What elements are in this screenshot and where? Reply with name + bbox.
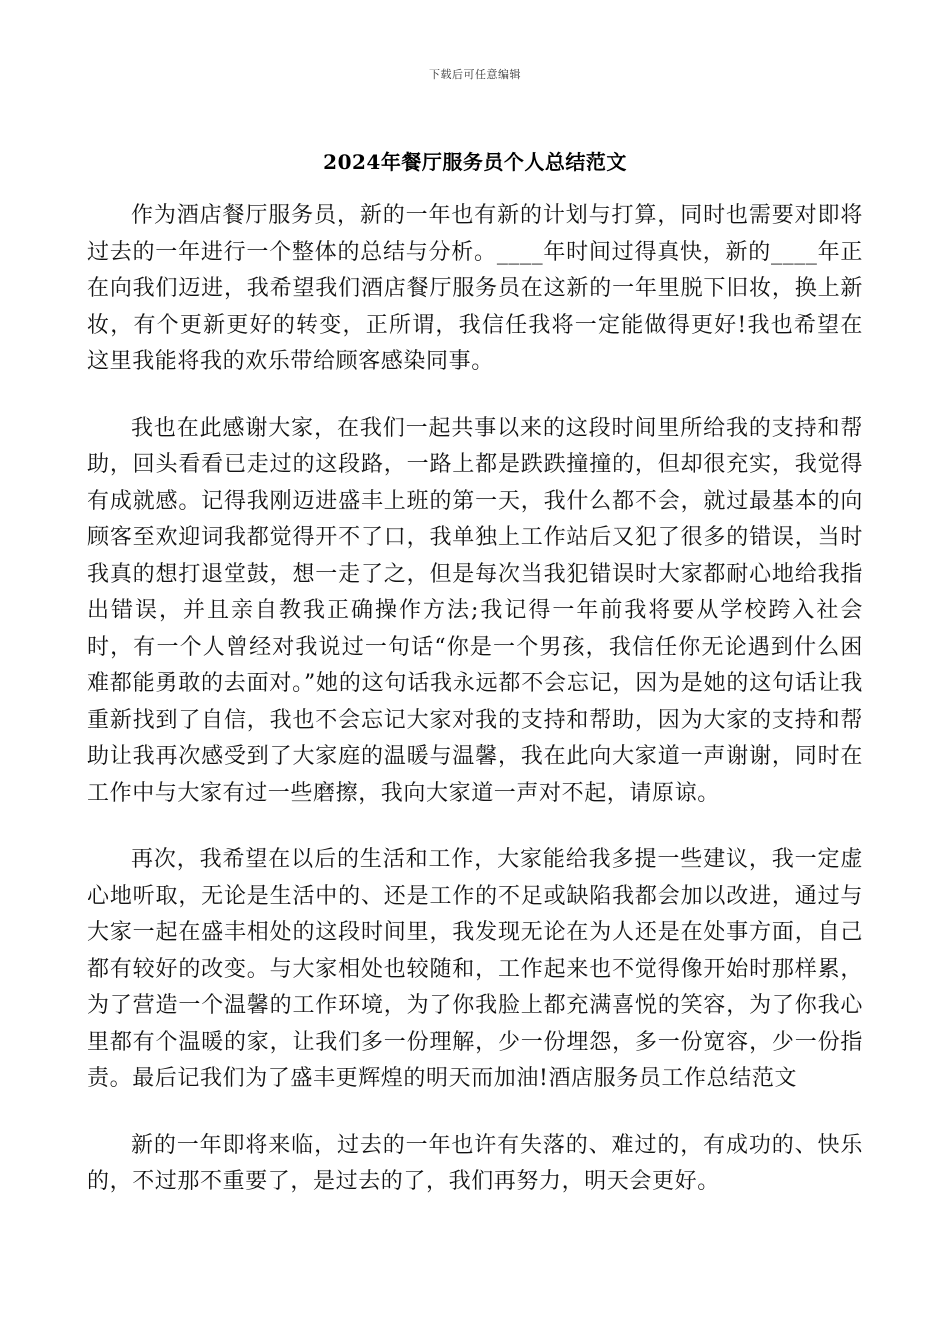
paragraph-intro: 作为酒店餐厅服务员，新的一年也有新的计划与打算，同时也需要对即将过去的一年进行一个整体的总结与分析。____年时间过得真快，新的____年正在向我们迈进，我希望我们酒店餐厅服务员在这新的一年里脱下旧妆，换上新妆，有个更新更好的转变，正所谓，我信任我将一定能做得更好!我也希望在这里我能将我的欢乐带给顾客感染同事。 (87, 203, 863, 374)
document-title: 2024年餐厅服务员个人总结范文 (323, 150, 627, 174)
document-body (87, 198, 863, 1201)
paragraph-gratitude: 我也在此感谢大家，在我们一起共事以来的这段时间里所给我的支持和帮助，回头看看已走过的这段路，一路上都是跌跌撞撞的，但却很充实，我觉得有成就感。记得我刚迈进盛丰上班的第一天，我什么都不会，就过最基本的向顾客至欢迎词我都觉得开不了口，我单独上工作站后又犯了很多的错误，当时我真的想打退堂鼓，想一走了之，但是每次当我犯错误时大家都耐心地给我指出错误，并且亲自教我正确操作方法;我记得一年前我将要从学校跨入社会时，有一个人曾经对我说过一句话“你是一个男孩，我信任你无论遇到什么困难都能勇敢的去面对。”她的这句话我永远都不会忘记，因为是她的这句话让我重新找到了自信，我也不会忘记大家对我的支持和帮助，因为大家的支持和帮助让我再次感受到了大家庭的温暖与温馨，我在此向大家道一声谢谢，同时在工作中与大家有过一些磨擦，我向大家道一声对不起，请原谅。 (87, 415, 863, 806)
header-note: 下载后可任意编辑 (429, 68, 521, 81)
paragraph-hopes: 再次，我希望在以后的生活和工作，大家能给我多提一些建议，我一定虚心地听取，无论是生活中的、还是工作的不足或缺陷我都会加以改进，通过与大家一起在盛丰相处的这段时间里，我发现无论在为人还是在处事方面，自己都有较好的改变。与大家相处也较随和，工作起来也不觉得像开始时那样累，为了营造一个温馨的工作环境，为了你我脸上都充满喜悦的笑容，为了你我心里都有个温暖的家，让我们多一份理解，少一份埋怨，多一份宽容，少一份指责。最后记我们为了盛丰更辉煌的明天而加油!酒店服务员工作总结范文 (87, 847, 863, 1091)
paragraph-closing: 新的一年即将来临，过去的一年也许有失落的、难过的，有成功的、快乐的，不过那不重要了，是过去的了，我们再努力，明天会更好。 (87, 1132, 863, 1194)
